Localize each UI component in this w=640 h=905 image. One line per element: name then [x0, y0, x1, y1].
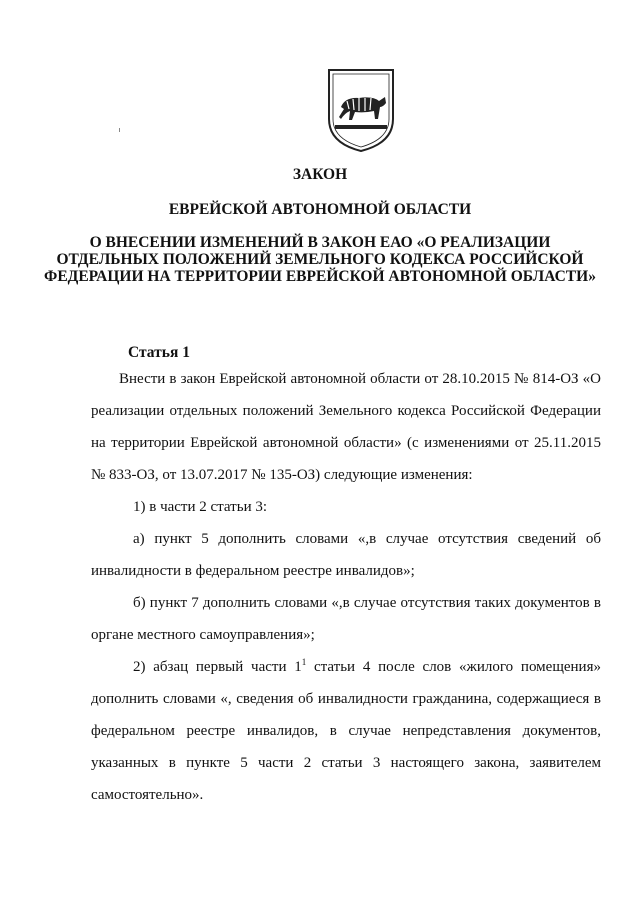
- scan-mark: [119, 128, 120, 132]
- item-1b: б) пункт 7 дополнить словами «,в случае отсутствия таких документов в органе местного самоуправления»;: [91, 595, 601, 643]
- item-1: 1) в части 2 статьи 3:: [133, 499, 268, 515]
- law-title: ЗАКОН: [292, 166, 348, 183]
- item-2-rest: статьи 4 после слов «жилого помещения» дополнить словами «, сведения об инвалидности гражданина, содержащиеся в федеральном реестре инвалидов, в случае непредставления документов, указанных в пункте 5 части 2 статьи 3 настоящего закона, заявителем самостоятельно».: [91, 659, 601, 803]
- item-2-start: 2) абзац первый части 1: [133, 659, 302, 675]
- item-2-superscript: 1: [301, 657, 307, 667]
- coat-of-arms-emblem: [325, 67, 397, 153]
- article-intro: Внести в закон Еврейской автономной области от 28.10.2015 № 814-ОЗ «О реализации отдельных положений Земельного кодекса Российской Федерации на территории Еврейской автономной области» (с изменениями от 25.11.2015 № 833-ОЗ, от 13.07.2017 № 135-ОЗ) следующие изменения:: [91, 371, 601, 483]
- item-1a: а) пункт 5 дополнить словами «,в случае отсутствия сведений об инвалидности в федеральном реестре инвалидов»;: [91, 531, 601, 579]
- region-title: ЕВРЕЙСКОЙ АВТОНОМНОЙ ОБЛАСТИ: [168, 201, 472, 218]
- law-subject: О ВНЕСЕНИИ ИЗМЕНЕНИЙ В ЗАКОН ЕАО «О РЕАЛИЗАЦИИ ОТДЕЛЬНЫХ ПОЛОЖЕНИЙ ЗЕМЕЛЬНОГО КОДЕКСА РОССИЙСКОЙ ФЕДЕРАЦИИ НА ТЕРРИТОРИИ ЕВРЕЙСКОЙ АВТОНОМНОЙ ОБЛАСТИ»: [44, 234, 596, 285]
- item-2: [91, 651, 601, 811]
- article-heading: Статья 1: [128, 344, 190, 361]
